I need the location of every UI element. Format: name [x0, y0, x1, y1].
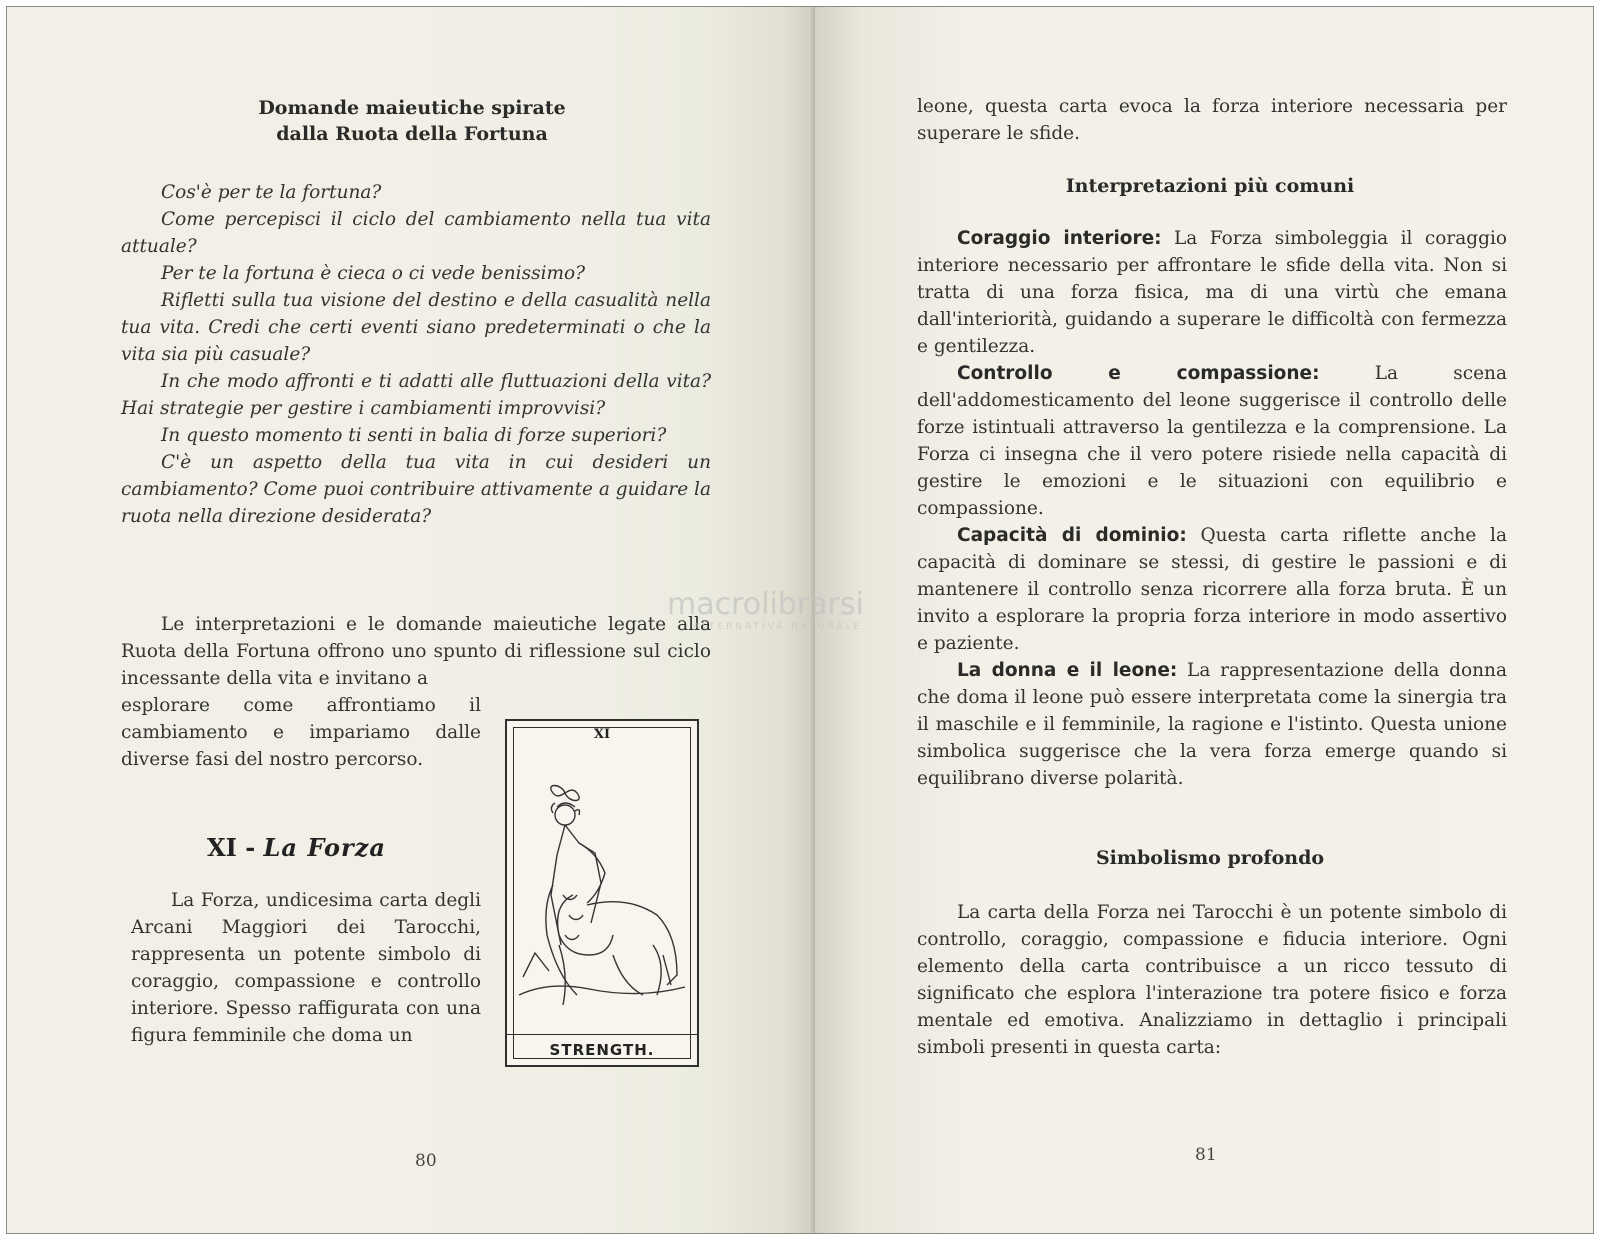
right-page: [815, 7, 1594, 1233]
card-numeral: XI: [593, 727, 611, 742]
interpretation-item: Capacità di dominio: Questa carta riflette anche la capacità di dominare se stessi, di gestire le passioni e di mantenere il controllo senza ricorrere alla forza bruta. È un invito a esplorare la propria forza interiore in modo assertivo e paziente.: [917, 525, 1507, 654]
strength-illustration-icon: [513, 745, 691, 1031]
watermark-logo: macrolibrarsi ALTERNATIVA NATURALE: [667, 587, 864, 632]
chapter-title: XI - La Forza: [207, 833, 386, 862]
question-item: Come percepisci il ciclo del cambiamento nella tua vita attuale?: [121, 209, 711, 257]
intro-text: leone, questa carta evoca la forza interiore necessaria per superare le sfide.: [917, 96, 1507, 144]
question-item: In che modo affronti e ti adatti alle fluttuazioni della vita? Hai strategie per gestire i cambiamenti improvvisi?: [121, 371, 711, 419]
question-item: Cos'è per te la fortuna?: [161, 182, 382, 203]
question-item: C'è un aspetto della tua vita in cui desideri un cambiamento? Come puoi contribuire attivamente a guidare la ruota nella direzione desiderata?: [121, 452, 711, 527]
card-title: STRENGTH.: [507, 1034, 697, 1065]
questions-list: [121, 179, 711, 530]
strength-tarot-card: [505, 719, 699, 1067]
interpretation-item: Controllo e compassione: La scena dell'addomesticamento del leone suggerisce il controllo delle forze istintuali attraverso la gentilezza e la comprensione. La Forza ci insegna che il vero potere risiede nella capacità di gestire le emozioni e le situazioni con equilibrio e compassione.: [917, 363, 1507, 519]
term-label: Coraggio interiore:: [957, 228, 1162, 249]
question-item: In questo momento ti senti in balia di forze superiori?: [161, 425, 667, 446]
closing-paragraph: Le interpretazioni e le domande maieutiche legate alla Ruota della Fortuna offrono uno spunto di riflessione sul ciclo incessante della vita e invitano a: [121, 614, 711, 689]
section-heading-simbolismo: Simbolismo profondo: [1095, 847, 1325, 869]
book-spread: [6, 6, 1594, 1234]
interpretation-item: Coraggio interiore: La Forza simboleggia il coraggio interiore necessario per affrontare le sfide della vita. Non si tratta di una forza fisica, ma di una virtù che emana dall'interiorità, guidando a superare le difficoltà con fermezza e gentilezza.: [917, 228, 1507, 357]
page-number-left: 80: [415, 1151, 437, 1171]
interpretations-list: [917, 225, 1507, 792]
section-heading-interpretazioni: Interpretazioni più comuni: [1065, 175, 1355, 197]
symbolism-text: La carta della Forza nei Tarocchi è un potente simbolo di controllo, coraggio, compassione e fiducia interiore. Ogni elemento della carta contribuisce a un ricco tessuto di significato che esplora l'interazione tra potere fisico e forza mentale ed emotiva. Analizziamo in dettaglio i principali simboli presenti in questa carta:: [917, 902, 1507, 1058]
section-heading-domande: Domande maieutiche spirate dalla Ruota della Fortuna: [258, 97, 566, 145]
question-item: Rifletti sulla tua visione del destino e della casualità nella tua vita. Credi che certi eventi siano predeterminati o che la vita sia più casuale?: [121, 290, 711, 365]
chapter-intro-text: La Forza, undicesima carta degli Arcani Maggiori dei Tarocchi, rappresenta un potente simbolo di coraggio, compassione e controllo interiore. Spesso raffigurata con una figura femminile che doma un: [131, 890, 481, 1046]
term-label: Capacità di dominio:: [957, 525, 1187, 546]
term-label: Controllo e compassione:: [957, 363, 1320, 384]
page-number-right: 81: [1195, 1145, 1217, 1165]
closing-paragraph-continued: esplorare come affrontiamo il cambiamento e impariamo dalle diverse fasi del nostro percorso.: [121, 695, 481, 770]
term-label: La donna e il leone:: [957, 660, 1178, 681]
interpretation-item: La donna e il leone: La rappresentazione della donna che doma il leone può essere interpretata come la sinergia tra il maschile e il femminile, la ragione e l'istinto. Questa unione simbolica suggerisce che la vera forza emerge quando si equilibrano diverse polarità.: [917, 660, 1507, 789]
question-item: Per te la fortuna è cieca o ci vede benissimo?: [161, 263, 586, 284]
